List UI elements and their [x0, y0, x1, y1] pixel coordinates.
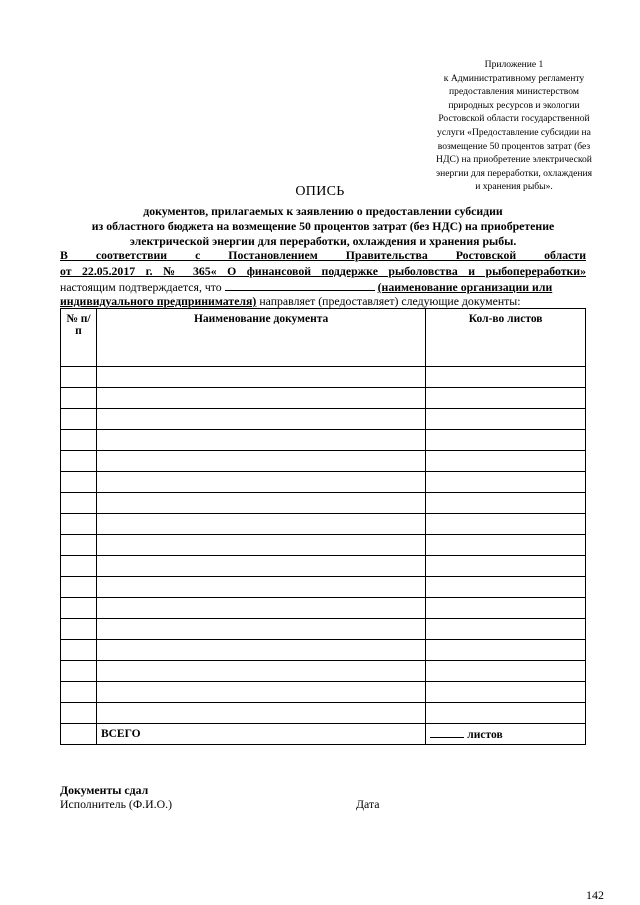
- document-name-cell[interactable]: [96, 535, 425, 556]
- subtitle-line: из областного бюджета на возмещение 50 процентов затрат (без НДС) на приобретение: [91, 219, 555, 233]
- sheet-count-cell[interactable]: [426, 577, 586, 598]
- handed-over-label: Документы сдал: [60, 783, 149, 797]
- document-name-cell[interactable]: [96, 577, 425, 598]
- sheet-count-cell[interactable]: [426, 535, 586, 556]
- document-subtitle: [60, 204, 586, 249]
- sheet-count-cell[interactable]: [426, 430, 586, 451]
- table-row: [61, 619, 586, 640]
- row-number-cell[interactable]: [61, 514, 97, 535]
- sheet-count-cell[interactable]: [426, 493, 586, 514]
- row-number-cell[interactable]: [61, 451, 97, 472]
- row-number-cell[interactable]: [61, 472, 97, 493]
- document-name-cell[interactable]: [96, 598, 425, 619]
- subtitle-line: электрической энергии для переработки, охлаждения и хранения рыбы.: [129, 234, 517, 248]
- table-row: [61, 703, 586, 724]
- table-row: [61, 556, 586, 577]
- table-row: [61, 367, 586, 388]
- organization-hint: (наименование организации или: [377, 280, 553, 294]
- sheet-count-cell[interactable]: [426, 640, 586, 661]
- document-name-cell[interactable]: [96, 472, 425, 493]
- table-row: [61, 640, 586, 661]
- row-number-cell[interactable]: [61, 556, 97, 577]
- page-number: 142: [586, 888, 604, 902]
- documents-table: [60, 308, 586, 745]
- executor-label: Исполнитель (Ф.И.О.): [60, 797, 172, 811]
- confirm-text: настоящим подтверждается, что: [60, 280, 222, 294]
- total-unit: листов: [467, 729, 503, 741]
- document-name-cell[interactable]: [96, 619, 425, 640]
- paragraph-line-2: от 22.05.2017 г. № 365« О финансовой поддержке рыболовства и рыбопереработки»: [60, 264, 586, 278]
- document-name-cell[interactable]: [96, 682, 425, 703]
- table-row: [61, 577, 586, 598]
- row-number-cell[interactable]: [61, 661, 97, 682]
- sheet-count-cell[interactable]: [426, 451, 586, 472]
- document-title: ОПИСЬ: [295, 184, 345, 199]
- row-number-cell[interactable]: [61, 409, 97, 430]
- appendix-line: предоставления министерством: [449, 86, 579, 98]
- table-row: [61, 388, 586, 409]
- date-label: Дата: [356, 797, 380, 811]
- sheet-count-cell[interactable]: [426, 409, 586, 430]
- document-name-cell[interactable]: [96, 367, 425, 388]
- document-name-cell[interactable]: [96, 388, 425, 409]
- row-number-cell[interactable]: [61, 430, 97, 451]
- appendix-line: к Административному регламенту: [443, 72, 585, 84]
- paragraph-line-4: [60, 294, 586, 309]
- row-number-cell[interactable]: [61, 598, 97, 619]
- row-number-cell[interactable]: [61, 577, 97, 598]
- appendix-line: НДС) на приобретение электрической: [436, 154, 592, 166]
- appendix-line: природных ресурсов и экологии: [448, 99, 580, 111]
- table-row: [61, 409, 586, 430]
- row-number-cell[interactable]: [61, 388, 97, 409]
- document-name-cell[interactable]: [96, 640, 425, 661]
- sheet-count-cell[interactable]: [426, 556, 586, 577]
- header-sheet-count: Кол-во листов: [426, 309, 586, 367]
- table-row: [61, 451, 586, 472]
- sheet-count-cell[interactable]: [426, 514, 586, 535]
- sheet-count-cell[interactable]: [426, 619, 586, 640]
- subtitle-line: документов, прилагаемых к заявлению о предоставлении субсидии: [143, 204, 503, 218]
- total-sheets-blank[interactable]: [430, 727, 464, 738]
- sheet-count-cell[interactable]: [426, 661, 586, 682]
- total-number-cell: [61, 724, 97, 745]
- sheet-count-cell[interactable]: [426, 472, 586, 493]
- row-number-cell[interactable]: [61, 367, 97, 388]
- total-row: [61, 724, 586, 745]
- document-name-cell[interactable]: [96, 703, 425, 724]
- document-name-cell[interactable]: [96, 556, 425, 577]
- appendix-line: возмещение 50 процентов затрат (без: [437, 140, 591, 152]
- total-sheets-cell: [426, 724, 586, 745]
- appendix-line: и хранения рыбы».: [475, 181, 553, 193]
- table-row: [61, 661, 586, 682]
- document-name-cell[interactable]: [96, 514, 425, 535]
- sheet-count-cell[interactable]: [426, 703, 586, 724]
- paragraph-line-1: В соответствии с Постановлением Правительства Ростовской области: [60, 248, 586, 262]
- paragraph-line-3: [60, 280, 586, 295]
- appendix-line: энергии для переработки, охлаждения: [435, 167, 593, 179]
- submits-text: направляет (предоставляет) следующие документы:: [259, 294, 521, 308]
- document-name-cell[interactable]: [96, 409, 425, 430]
- document-name-cell[interactable]: [96, 493, 425, 514]
- row-number-cell[interactable]: [61, 619, 97, 640]
- document-name-cell[interactable]: [96, 430, 425, 451]
- table-row: [61, 535, 586, 556]
- table-header-row: [61, 309, 586, 367]
- document-name-cell[interactable]: [96, 661, 425, 682]
- table-row: [61, 472, 586, 493]
- entrepreneur-hint: индивидуального предпринимателя): [60, 294, 257, 308]
- table-row: [61, 430, 586, 451]
- header-document-name: Наименование документа: [96, 309, 425, 367]
- appendix-line: Ростовской области государственной: [438, 113, 590, 125]
- sheet-count-cell[interactable]: [426, 682, 586, 703]
- table-row: [61, 682, 586, 703]
- appendix-note: [428, 58, 600, 194]
- row-number-cell[interactable]: [61, 640, 97, 661]
- sheet-count-cell[interactable]: [426, 598, 586, 619]
- appendix-line: Приложение 1: [484, 59, 544, 70]
- table-row: [61, 598, 586, 619]
- header-number: № п/п: [61, 309, 97, 367]
- sheet-count-cell[interactable]: [426, 388, 586, 409]
- sheet-count-cell[interactable]: [426, 367, 586, 388]
- row-number-cell[interactable]: [61, 493, 97, 514]
- organization-name-blank[interactable]: [225, 280, 375, 291]
- row-number-cell[interactable]: [61, 682, 97, 703]
- row-number-cell[interactable]: [61, 703, 97, 724]
- row-number-cell[interactable]: [61, 535, 97, 556]
- total-label: ВСЕГО: [96, 724, 425, 745]
- appendix-line: услуги «Предоставление субсидии на: [437, 126, 591, 138]
- table-row: [61, 514, 586, 535]
- table-row: [61, 493, 586, 514]
- document-name-cell[interactable]: [96, 451, 425, 472]
